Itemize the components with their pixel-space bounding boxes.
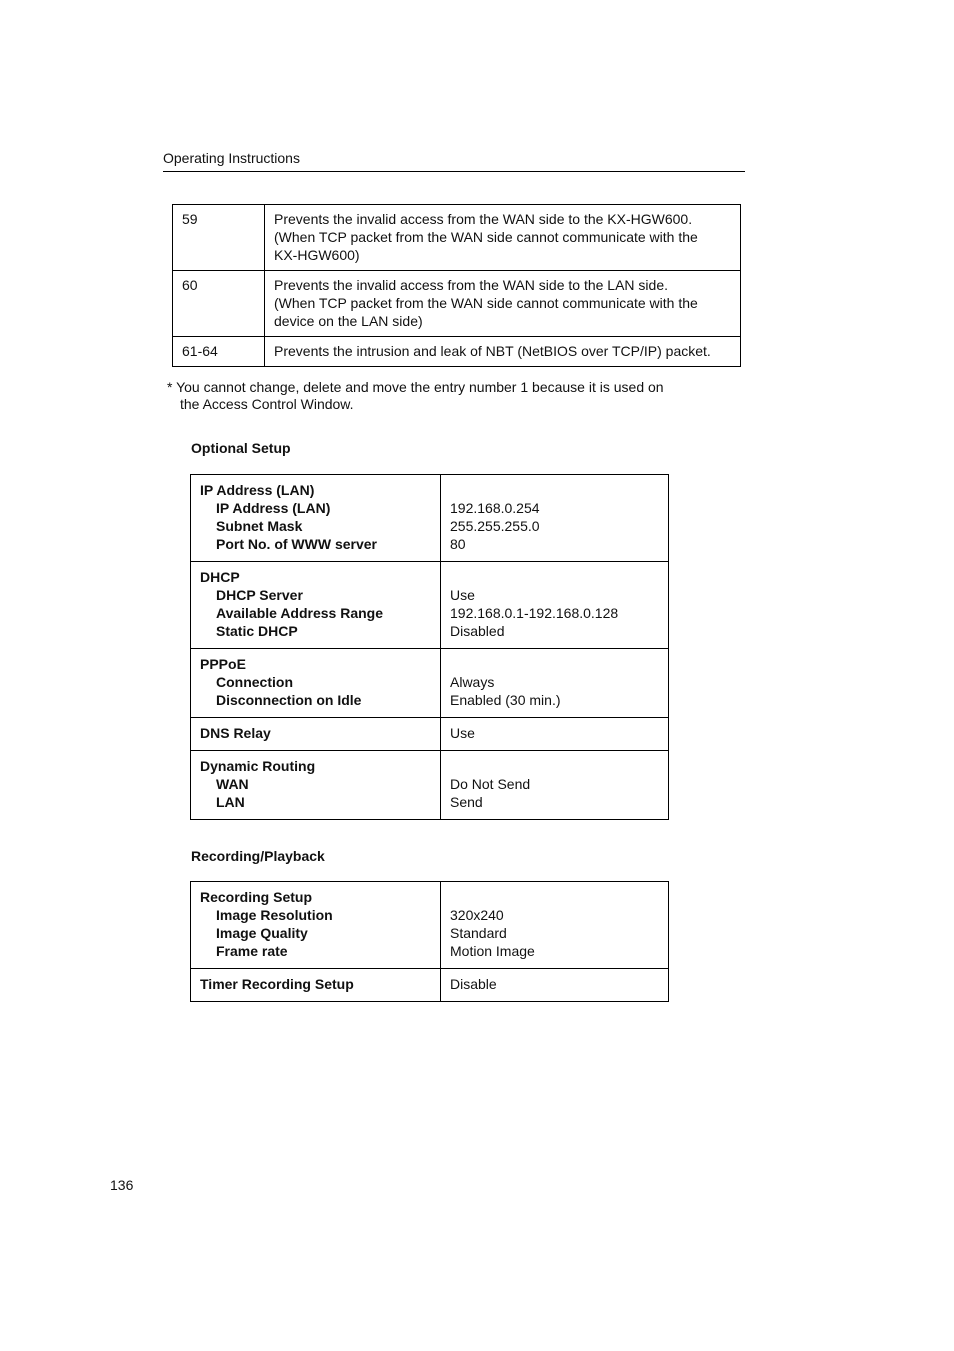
rule-description-line: (When TCP packet from the WAN side cannot communicate with the: [274, 229, 698, 245]
setting-label: Image Quality: [216, 925, 308, 941]
setting-value: 80: [450, 536, 466, 552]
settings-row: [191, 882, 669, 969]
setting-value: Enabled (30 min.): [450, 692, 561, 708]
setting-value: 192.168.0.1-192.168.0.128: [450, 605, 619, 621]
running-header: Operating Instructions: [163, 150, 300, 166]
setting-label: LAN: [216, 794, 245, 810]
rule-description-line: Prevents the invalid access from the WAN side to the LAN side.: [274, 277, 668, 293]
rule-number: 59: [173, 205, 265, 271]
header-rule: [163, 171, 745, 172]
setting-value: 192.168.0.254: [450, 500, 540, 516]
settings-row: [191, 718, 669, 751]
value-spacer: [450, 481, 659, 499]
setting-value: Standard: [450, 925, 507, 941]
rule-description-line: Prevents the intrusion and leak of NBT (NetBIOS over TCP/IP) packet.: [274, 343, 711, 359]
rule-number: 60: [173, 271, 265, 337]
group-heading: PPPoE: [200, 656, 246, 672]
value-spacer: [450, 655, 659, 673]
settings-label-cell: [191, 718, 441, 751]
setting-label: Static DHCP: [216, 623, 298, 639]
value-spacer: [450, 568, 659, 586]
rule-description-line: device on the LAN side): [274, 313, 423, 329]
settings-row: [191, 475, 669, 562]
setting-value: Send: [450, 794, 483, 810]
settings-label-cell: [191, 969, 441, 1002]
settings-label-cell: [191, 475, 441, 562]
setting-value: Do Not Send: [450, 776, 531, 792]
group-heading: Dynamic Routing: [200, 758, 316, 774]
settings-label-cell: [191, 562, 441, 649]
settings-value-cell: [441, 751, 669, 820]
setting-label: Connection: [216, 674, 293, 690]
settings-row: [191, 751, 669, 820]
recording-playback-table: [190, 881, 669, 1002]
page-number: 136: [110, 1177, 134, 1193]
group-heading: Timer Recording Setup: [200, 976, 354, 992]
setting-value: Motion Image: [450, 943, 535, 959]
setting-label: WAN: [216, 776, 249, 792]
setting-value: 320x240: [450, 907, 504, 923]
group-heading: DHCP: [200, 569, 240, 585]
footnote-line-1: * You cannot change, delete and move the entry number 1 because it is used on: [167, 379, 664, 395]
rule-description-line: (When TCP packet from the WAN side cannot communicate with the: [274, 295, 698, 311]
settings-value-cell: [441, 562, 669, 649]
settings-value-cell: [441, 969, 669, 1002]
setting-value: 255.255.255.0: [450, 518, 540, 534]
setting-value: Disabled: [450, 623, 505, 639]
footnote-line-2: the Access Control Window.: [180, 396, 354, 412]
setting-label: Disconnection on Idle: [216, 692, 362, 708]
rule-row: [173, 205, 741, 271]
settings-value-cell: [441, 882, 669, 969]
rule-description: [265, 337, 741, 367]
rule-row: [173, 337, 741, 367]
rule-description-line: Prevents the invalid access from the WAN side to the KX-HGW600.: [274, 211, 693, 227]
settings-value-cell: [441, 718, 669, 751]
setting-label: Frame rate: [216, 943, 288, 959]
settings-label-cell: [191, 882, 441, 969]
setting-label: IP Address (LAN): [216, 500, 331, 516]
setting-label: DHCP Server: [216, 587, 303, 603]
setting-label: Image Resolution: [216, 907, 333, 923]
value-spacer: [450, 888, 659, 906]
setting-value: Use: [450, 587, 475, 603]
rule-description: [265, 205, 741, 271]
rule-number: 61-64: [173, 337, 265, 367]
settings-label-cell: [191, 649, 441, 718]
settings-value-cell: [441, 649, 669, 718]
recording-playback-title: Recording/Playback: [191, 848, 325, 864]
value-spacer: [450, 757, 659, 775]
filter-rules-table: [172, 204, 741, 367]
settings-row: [191, 649, 669, 718]
setting-label: Subnet Mask: [216, 518, 303, 534]
optional-setup-title: Optional Setup: [191, 440, 291, 456]
group-heading: DNS Relay: [200, 725, 271, 741]
settings-row: [191, 562, 669, 649]
settings-label-cell: [191, 751, 441, 820]
setting-value: Disable: [450, 976, 497, 992]
group-heading: Recording Setup: [200, 889, 313, 905]
rule-row: [173, 271, 741, 337]
settings-row: [191, 969, 669, 1002]
setting-value: Use: [450, 725, 475, 741]
settings-value-cell: [441, 475, 669, 562]
setting-label: Port No. of WWW server: [216, 536, 378, 552]
footnote: [167, 379, 664, 413]
setting-label: Available Address Range: [216, 605, 384, 621]
group-heading: IP Address (LAN): [200, 482, 315, 498]
rule-description: [265, 271, 741, 337]
setting-value: Always: [450, 674, 495, 690]
rule-description-line: KX-HGW600): [274, 247, 360, 263]
optional-setup-table: [190, 474, 669, 820]
